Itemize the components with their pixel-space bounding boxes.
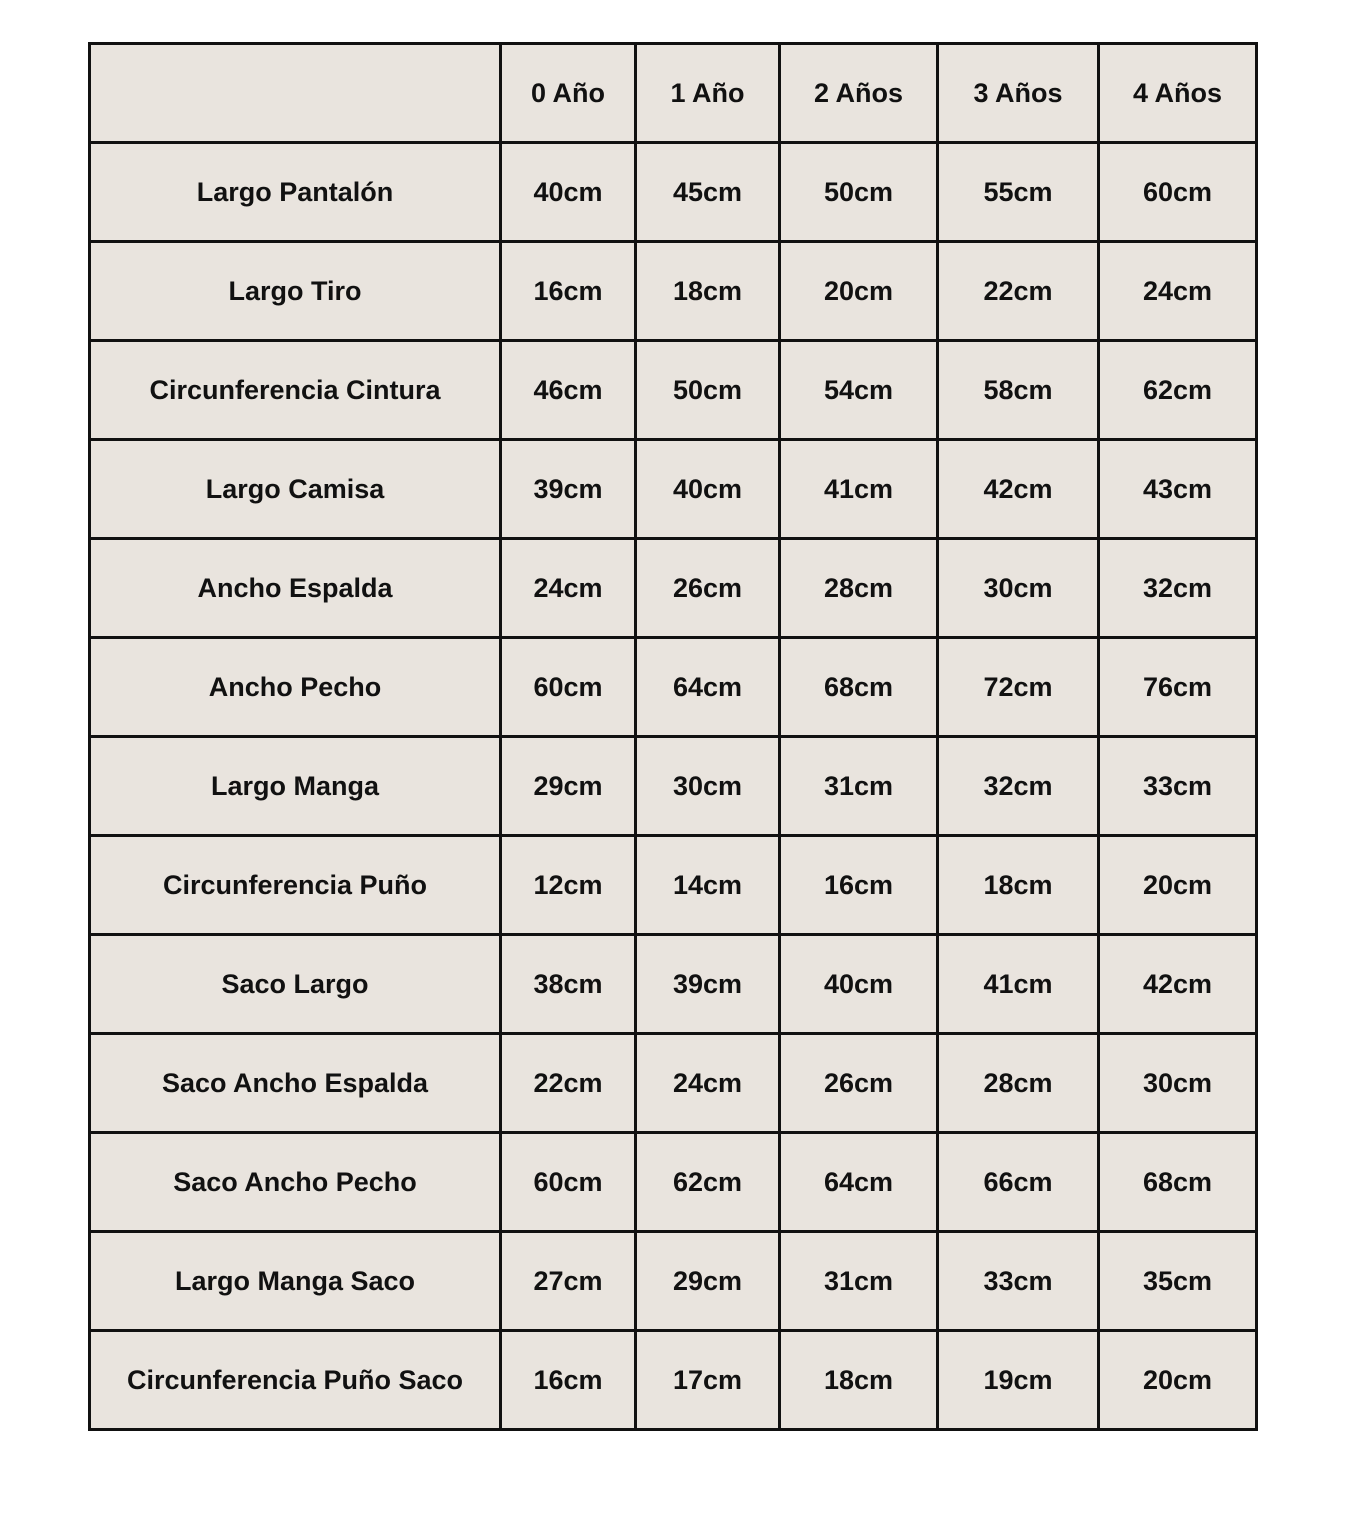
table-row — [90, 935, 1257, 1034]
table-row — [90, 539, 1257, 638]
measurement-cell: 62cm — [1099, 341, 1257, 440]
table-row — [90, 242, 1257, 341]
measurement-cell: 38cm — [501, 935, 636, 1034]
measurement-cell: 18cm — [780, 1331, 938, 1430]
measurement-cell: 58cm — [938, 341, 1099, 440]
measurement-cell: 24cm — [501, 539, 636, 638]
measurement-cell: 33cm — [1099, 737, 1257, 836]
measurement-cell: 12cm — [501, 836, 636, 935]
row-label: Largo Camisa — [90, 440, 501, 539]
measurement-cell: 64cm — [780, 1133, 938, 1232]
measurement-cell: 29cm — [501, 737, 636, 836]
table-row — [90, 1133, 1257, 1232]
measurement-cell: 54cm — [780, 341, 938, 440]
measurement-cell: 62cm — [636, 1133, 780, 1232]
measurement-cell: 17cm — [636, 1331, 780, 1430]
header-corner-cell — [90, 44, 501, 143]
measurement-cell: 22cm — [938, 242, 1099, 341]
measurement-cell: 68cm — [780, 638, 938, 737]
row-label: Largo Manga Saco — [90, 1232, 501, 1331]
row-label: Saco Ancho Espalda — [90, 1034, 501, 1133]
table-row — [90, 1232, 1257, 1331]
measurement-cell: 28cm — [780, 539, 938, 638]
measurement-cell: 50cm — [636, 341, 780, 440]
measurement-cell: 18cm — [636, 242, 780, 341]
measurement-cell: 30cm — [938, 539, 1099, 638]
measurement-cell: 45cm — [636, 143, 780, 242]
measurement-cell: 76cm — [1099, 638, 1257, 737]
measurement-cell: 16cm — [501, 1331, 636, 1430]
table-body — [90, 143, 1257, 1430]
measurement-cell: 46cm — [501, 341, 636, 440]
measurement-cell: 20cm — [1099, 1331, 1257, 1430]
header-age-2: 2 Años — [780, 44, 938, 143]
measurement-cell: 60cm — [501, 1133, 636, 1232]
table-row — [90, 440, 1257, 539]
row-label: Circunferencia Puño Saco — [90, 1331, 501, 1430]
measurement-cell: 32cm — [938, 737, 1099, 836]
header-row — [90, 44, 1257, 143]
measurement-cell: 42cm — [938, 440, 1099, 539]
header-age-3: 3 Años — [938, 44, 1099, 143]
header-age-4: 4 Años — [1099, 44, 1257, 143]
table-row — [90, 1331, 1257, 1430]
measurement-cell: 19cm — [938, 1331, 1099, 1430]
row-label: Largo Manga — [90, 737, 501, 836]
table-row — [90, 836, 1257, 935]
measurement-cell: 14cm — [636, 836, 780, 935]
measurement-cell: 50cm — [780, 143, 938, 242]
header-age-1: 1 Año — [636, 44, 780, 143]
measurement-cell: 60cm — [501, 638, 636, 737]
row-label: Circunferencia Puño — [90, 836, 501, 935]
measurement-cell: 29cm — [636, 1232, 780, 1331]
measurement-cell: 18cm — [938, 836, 1099, 935]
measurement-cell: 35cm — [1099, 1232, 1257, 1331]
measurement-cell: 16cm — [501, 242, 636, 341]
measurement-cell: 32cm — [1099, 539, 1257, 638]
row-label: Ancho Espalda — [90, 539, 501, 638]
measurement-cell: 27cm — [501, 1232, 636, 1331]
measurement-cell: 33cm — [938, 1232, 1099, 1331]
measurement-cell: 72cm — [938, 638, 1099, 737]
measurement-cell: 26cm — [780, 1034, 938, 1133]
row-label: Largo Pantalón — [90, 143, 501, 242]
header-age-0: 0 Año — [501, 44, 636, 143]
measurement-cell: 40cm — [780, 935, 938, 1034]
measurement-cell: 41cm — [780, 440, 938, 539]
table-row — [90, 341, 1257, 440]
measurement-cell: 28cm — [938, 1034, 1099, 1133]
measurement-cell: 60cm — [1099, 143, 1257, 242]
measurement-cell: 41cm — [938, 935, 1099, 1034]
measurement-cell: 43cm — [1099, 440, 1257, 539]
row-label: Saco Ancho Pecho — [90, 1133, 501, 1232]
measurement-cell: 66cm — [938, 1133, 1099, 1232]
measurement-cell: 16cm — [780, 836, 938, 935]
measurement-cell: 42cm — [1099, 935, 1257, 1034]
measurement-cell: 31cm — [780, 737, 938, 836]
table-row — [90, 737, 1257, 836]
row-label: Ancho Pecho — [90, 638, 501, 737]
measurement-cell: 40cm — [636, 440, 780, 539]
measurement-cell: 31cm — [780, 1232, 938, 1331]
table-row — [90, 638, 1257, 737]
size-chart-table — [88, 42, 1258, 1431]
measurement-cell: 24cm — [1099, 242, 1257, 341]
row-label: Circunferencia Cintura — [90, 341, 501, 440]
measurement-cell: 30cm — [636, 737, 780, 836]
measurement-cell: 20cm — [1099, 836, 1257, 935]
measurement-cell: 30cm — [1099, 1034, 1257, 1133]
row-label: Largo Tiro — [90, 242, 501, 341]
table-row — [90, 143, 1257, 242]
measurement-cell: 39cm — [636, 935, 780, 1034]
measurement-cell: 20cm — [780, 242, 938, 341]
measurement-cell: 39cm — [501, 440, 636, 539]
measurement-cell: 24cm — [636, 1034, 780, 1133]
row-label: Saco Largo — [90, 935, 501, 1034]
measurement-cell: 40cm — [501, 143, 636, 242]
measurement-cell: 64cm — [636, 638, 780, 737]
measurement-cell: 22cm — [501, 1034, 636, 1133]
measurement-cell: 26cm — [636, 539, 780, 638]
table-row — [90, 1034, 1257, 1133]
measurement-cell: 68cm — [1099, 1133, 1257, 1232]
measurement-cell: 55cm — [938, 143, 1099, 242]
